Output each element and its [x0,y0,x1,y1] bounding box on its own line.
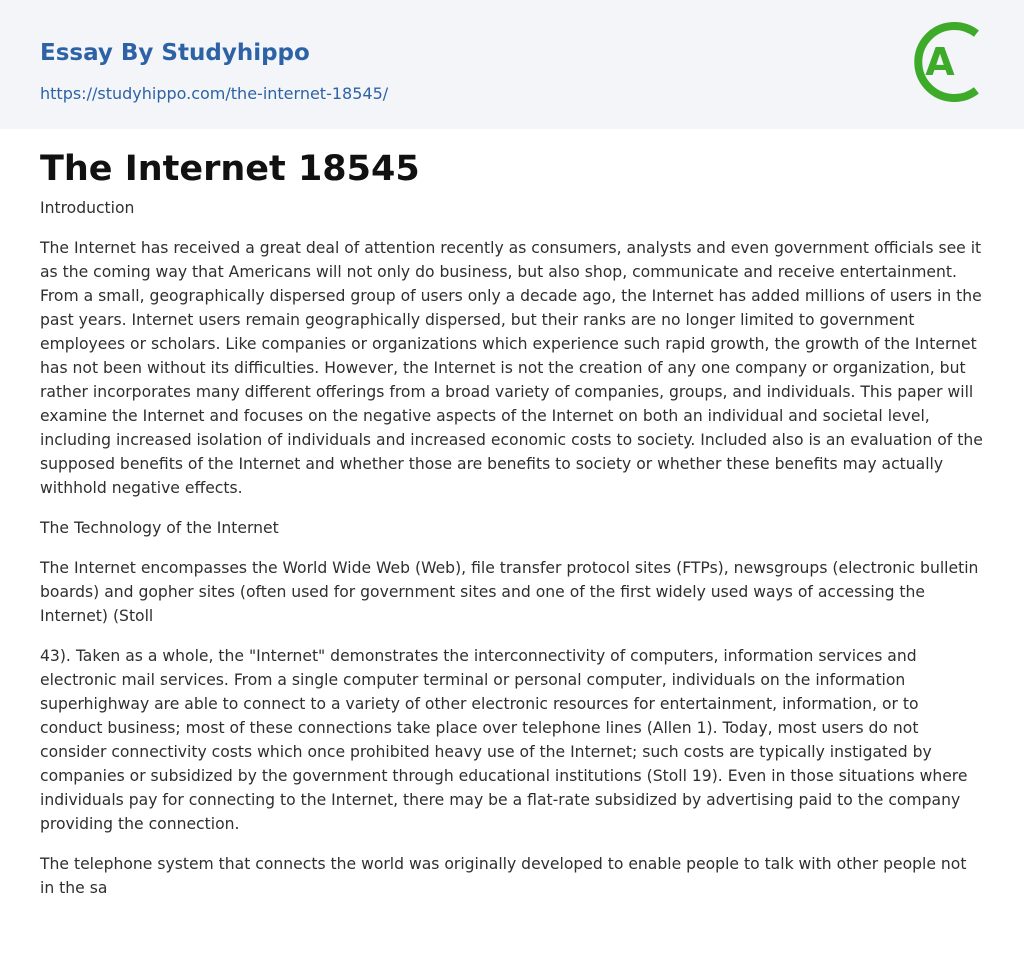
article-body [0,148,1024,900]
paragraph: The Internet encompasses the World Wide Web (Web), file transfer protocol sites (FTPs), newsgroups (electronic bulletin boards) and gopher sites (often used for government sites and one of the first widely used ways of accessing the Internet) (Stoll [40,559,979,625]
site-header [0,0,1024,129]
essay-url-link[interactable]: https://studyhippo.com/the-internet-18545/ [40,84,389,103]
site-brand[interactable]: Essay By Studyhippo [40,40,310,66]
paragraph: The Internet has received a great deal of attention recently as consumers, analysts and even government officials see it as the coming way that Americans will not only do business, but also shop, communicate and receive entertainment. From a small, geographically dispersed group of users only a decade ago, the Internet has added millions of users in the past years. Internet users remain geographically dispersed, but their ranks are no longer limited to government employees or scholars. Like companies or organizations which experience such rapid growth, the growth of the Internet has not been without its difficulties. However, the Internet is not the creation of any one company or organization, but rather incorporates many different offerings from a broad variety of companies, groups, and individuals. This paper will examine the Internet and focuses on the negative aspects of the Internet on both an individual and societal level, including increased isolation of individuals and increased economic costs to society. Included also is an evaluation of the supposed benefits of the Internet and whether those are benefits to society or whether these benefits may actually withhold negative effects. [40,239,983,497]
logo-letter: A [925,40,955,84]
studyhippo-logo-icon[interactable] [910,19,988,105]
section-heading-introduction: Introduction [40,199,135,217]
paragraph: The telephone system that connects the world was originally developed to enable people to talk with other people not in the sa [40,855,967,897]
section-heading-technology: The Technology of the Internet [40,519,279,537]
article-title: The Internet 18545 [40,149,420,189]
paragraph: 43). Taken as a whole, the "Internet" demonstrates the interconnectivity of computers, information services and electronic mail services. From a single computer terminal or personal computer, individuals on the information superhighway are able to connect to a variety of other electronic resources for entertainment, information, or to conduct business; most of these connections take place over telephone lines (Allen 1). Today, most users do not consider connectivity costs which once prohibited heavy use of the Internet; such costs are typically instigated by companies or subsidized by the government through educational institutions (Stoll 19). Even in those situations where individuals pay for connecting to the Internet, there may be a flat-rate subsidized by advertising paid to the company providing the connection. [40,647,968,833]
